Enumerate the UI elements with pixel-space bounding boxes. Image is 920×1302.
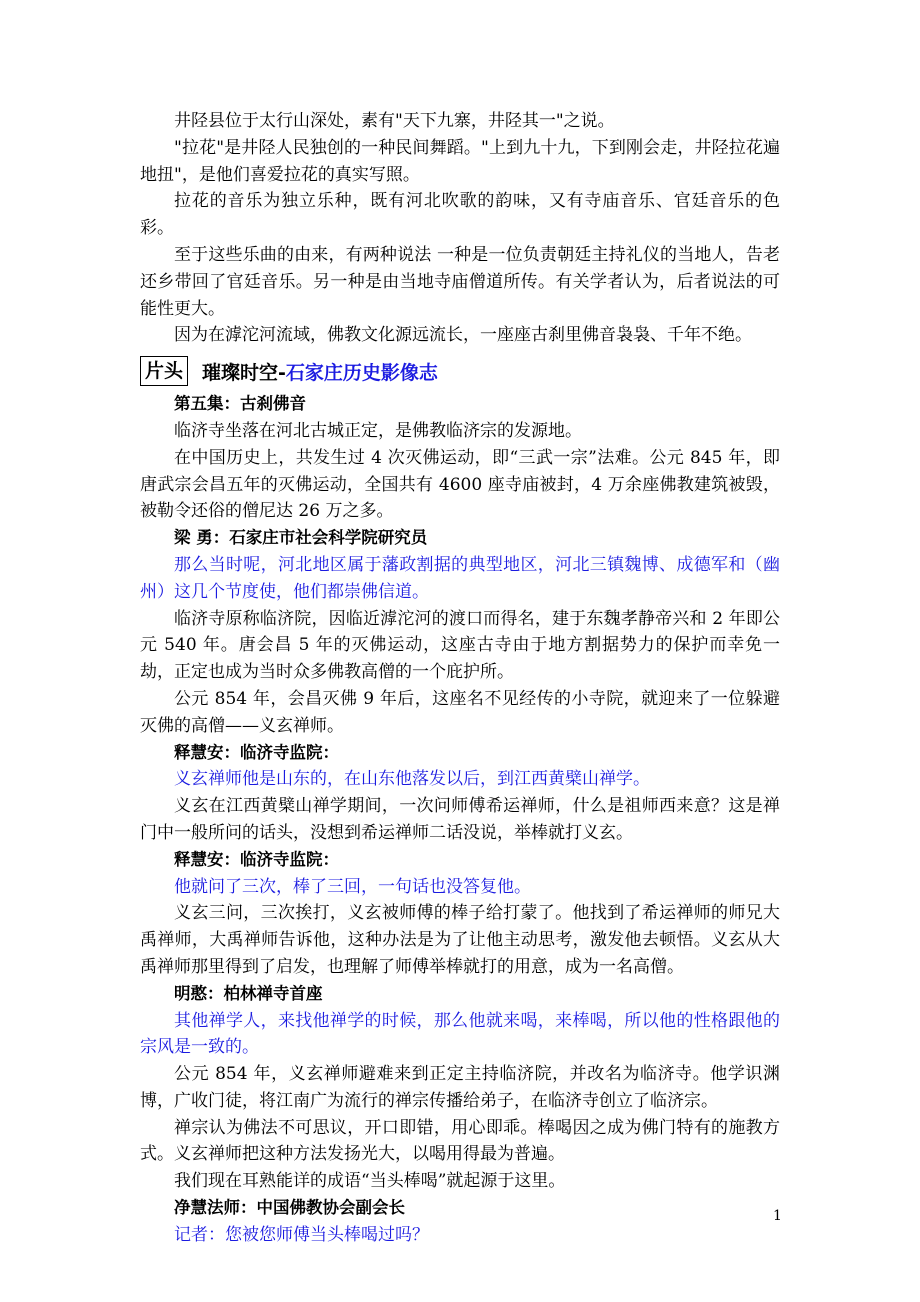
narration-paragraph: 义玄三问，三次挨打，义玄被师傅的棒子给打蒙了。他找到了希运禅师的师兄大禹禅师，大禹禅师告诉他，这种办法是为了让他主动思考，激发他去顿悟。义玄从大禹禅师那里得到了启发，也理解了师傅举棒就打的用意，成为一名高僧。 bbox=[140, 903, 780, 977]
intro-paragraph: 拉花的音乐为独立乐种，既有河北吹歌的韵味，又有寺庙音乐、官廷音乐的色彩。 bbox=[140, 191, 780, 239]
quote-paragraph: 他就问了三次，棒了三回，一句话也没答复他。 bbox=[174, 876, 531, 897]
program-title bbox=[202, 358, 438, 385]
transcript-body bbox=[140, 391, 780, 1249]
speaker-label: 净慧法师：中国佛教协会副会长 bbox=[174, 1198, 405, 1218]
quote-paragraph: 义玄禅师他是山东的，在山东他落发以后，到江西黄檗山禅学。 bbox=[174, 769, 650, 790]
speaker-label: 释慧安：临济寺监院： bbox=[174, 849, 339, 869]
speaker-label: 第五集：古刹佛音 bbox=[174, 394, 306, 414]
narration-paragraph: 在中国历史上，共发生过 4 次灭佛运动，即“三武一宗”法难。公元 845 年，即唐武宗会昌五年的灭佛运动，全国共有 4600 座寺庙被封，4 万余座佛教建筑被毁，被勒令还俗的僧尼达 26 万之多。 bbox=[140, 447, 780, 522]
narration-paragraph: 我们现在耳熟能详的成语“当头棒喝”就起源于这里。 bbox=[174, 1171, 566, 1192]
header-tag: 片头 bbox=[140, 356, 188, 386]
intro-paragraph: 井陉县位于太行山深处，素有"天下九寨，井陉其一"之说。 bbox=[174, 111, 615, 131]
quote-paragraph: 其他禅学人，来找他禅学的时候，那么他就来喝，来棒喝，所以他的性格跟他的宗风是一致的。 bbox=[140, 1010, 780, 1058]
narration-paragraph: 临济寺坐落在河北古城正定，是佛教临济宗的发源地。 bbox=[174, 420, 582, 441]
narration-paragraph: 禅宗认为佛法不可思议，开口即错，用心即乖。棒喝因之成为佛门特有的施教方式。义玄禅师把这种方法发扬光大，以喝用得最为普遍。 bbox=[140, 1117, 780, 1165]
intro-paragraph: "拉花"是井陉人民独创的一种民间舞蹈。"上到九十九，下到刚会走，井陉拉花遍地扭"，是他们喜爱拉花的真实写照。 bbox=[140, 137, 780, 185]
section-header bbox=[140, 355, 780, 387]
speaker-label: 明憨：柏林禅寺首座 bbox=[174, 983, 323, 1003]
program-title-highlight: 石家庄历史影像志 bbox=[285, 361, 438, 384]
speaker-label: 梁 勇：石家庄市社会科学院研究员 bbox=[174, 528, 428, 548]
quote-paragraph: 那么当时呢，河北地区属于藩政割据的典型地区，河北三镇魏博、成德军和（幽州）这几个节度使，他们都崇佛信道。 bbox=[140, 554, 780, 602]
narration-paragraph: 义玄在江西黄檗山禅学期间，一次问师傅希运禅师，什么是祖师西来意？这是禅门中一般所问的话头，没想到希运禅师二话没说，举棒就打义玄。 bbox=[140, 796, 780, 843]
speaker-label: 释慧安：临济寺监院： bbox=[174, 742, 339, 762]
intro-paragraph: 至于这些乐曲的由来，有两种说法 一种是一位负责朝廷主持礼仪的当地人，告老还乡带回了官廷音乐。另一种是由当地寺庙僧道所传。有关学者认为，后者说法的可能性更大。 bbox=[140, 244, 780, 319]
intro-paragraph: 因为在滹沱河流域，佛教文化源远流长，一座座古刹里佛音袅袅、千年不绝。 bbox=[174, 325, 752, 346]
page-number: 1 bbox=[773, 1208, 782, 1224]
document-page bbox=[140, 108, 780, 1249]
quote-paragraph: 记者：您被您师傅当头棒喝过吗？ bbox=[174, 1224, 429, 1245]
program-title-main: 璀璨时空- bbox=[202, 361, 286, 384]
narration-paragraph: 公元 854 年，会昌灭佛 9 年后，这座名不见经传的小寺院，就迎来了一位躲避灭佛的高僧——义玄禅师。 bbox=[140, 688, 780, 736]
narration-paragraph: 临济寺原称临济院，因临近滹沱河的渡口而得名，建于东魏孝静帝兴和 2 年即公元 540 年。唐会昌 5 年的灭佛运动，这座古寺由于地方割据势力的保护而幸免一劫，正定也成为当时众多佛教高僧的一个庇护所。 bbox=[140, 608, 780, 683]
narration-paragraph: 公元 854 年，义玄禅师避难来到正定主持临济院，并改名为临济寺。他学识渊博，广收门徒，将江南广为流行的禅宗传播给弟子，在临济寺创立了临济宗。 bbox=[140, 1064, 780, 1111]
